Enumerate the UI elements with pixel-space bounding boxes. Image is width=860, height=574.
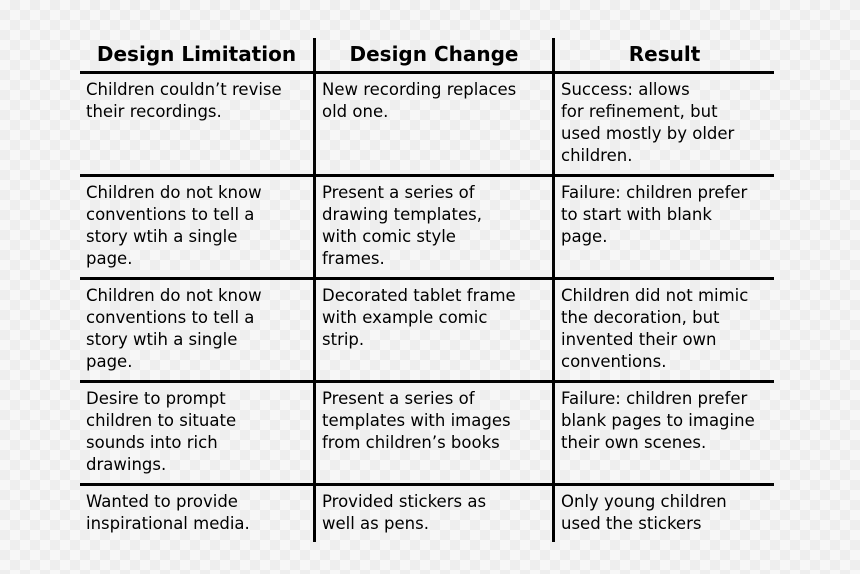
cell-line: inspirational media. [86, 514, 250, 533]
table-row [80, 280, 774, 383]
cell-line: the decoration, but [561, 308, 720, 327]
cell-result [552, 486, 774, 542]
cell-line: invented their own [561, 330, 717, 349]
header-design-change: Design Change [313, 38, 552, 71]
cell-line: with comic style [322, 227, 456, 246]
cell-line: Children do not know [86, 286, 262, 305]
cell-line: their own scenes. [561, 433, 707, 452]
cell-change [313, 486, 552, 542]
cell-line: page. [561, 227, 608, 246]
cell-line: Decorated tablet frame [322, 286, 516, 305]
cell-line: Failure: children prefer [561, 389, 748, 408]
cell-line: templates with images [322, 411, 511, 430]
cell-line: children to situate [86, 411, 237, 430]
cell-line: to start with blank [561, 205, 712, 224]
cell-result [552, 177, 774, 277]
cell-line: page. [86, 352, 133, 371]
table-row [80, 486, 774, 542]
cell-line: page. [86, 249, 133, 268]
cell-line: story wtih a single [86, 330, 238, 349]
cell-line: their recordings. [86, 102, 222, 121]
cell-result [552, 383, 774, 483]
cell-line: from children’s books [322, 433, 500, 452]
table-row [80, 177, 774, 280]
cell-result [552, 280, 774, 380]
cell-line: well as pens. [322, 514, 429, 533]
table-row [80, 383, 774, 486]
cell-line: drawings. [86, 455, 167, 474]
design-table [80, 38, 774, 542]
cell-line: conventions to tell a [86, 308, 255, 327]
cell-line: used mostly by older [561, 124, 735, 143]
cell-line: story wtih a single [86, 227, 238, 246]
table-header-row [80, 38, 774, 74]
cell-change [313, 280, 552, 380]
table-row [80, 74, 774, 177]
cell-line: strip. [322, 330, 365, 349]
header-design-limitation: Design Limitation [96, 42, 297, 66]
cell-line: frames. [322, 249, 385, 268]
cell-line: Children do not know [86, 183, 262, 202]
cell-change [313, 74, 552, 174]
cell-line: Present a series of [322, 389, 475, 408]
cell-line: drawing templates, [322, 205, 482, 224]
cell-line: sounds into rich [86, 433, 218, 452]
cell-line: conventions. [561, 352, 667, 371]
cell-line: New recording replaces [322, 80, 517, 99]
cell-limitation [80, 177, 313, 277]
header-result: Result [552, 38, 774, 71]
cell-change [313, 177, 552, 277]
cell-line: old one. [322, 102, 389, 121]
cell-line: children. [561, 146, 633, 165]
cell-line: conventions to tell a [86, 205, 255, 224]
cell-line: Only young children [561, 492, 727, 511]
cell-line: Present a series of [322, 183, 475, 202]
cell-change [313, 383, 552, 483]
cell-line: with example comic [322, 308, 488, 327]
cell-line: Failure: children prefer [561, 183, 748, 202]
cell-result [552, 74, 774, 174]
cell-line: Children couldn’t revise [86, 80, 282, 99]
cell-limitation [80, 383, 313, 483]
cell-line: blank pages to imagine [561, 411, 755, 430]
cell-line: used the stickers [561, 514, 702, 533]
cell-line: Wanted to provide [86, 492, 238, 511]
cell-limitation [80, 486, 313, 542]
cell-limitation [80, 74, 313, 174]
cell-line: Success: allows [561, 80, 690, 99]
cell-line: Children did not mimic [561, 286, 749, 305]
cell-line: for refinement, but [561, 102, 718, 121]
cell-line: Desire to prompt [86, 389, 226, 408]
cell-limitation [80, 280, 313, 380]
cell-line: Provided stickers as [322, 492, 487, 511]
